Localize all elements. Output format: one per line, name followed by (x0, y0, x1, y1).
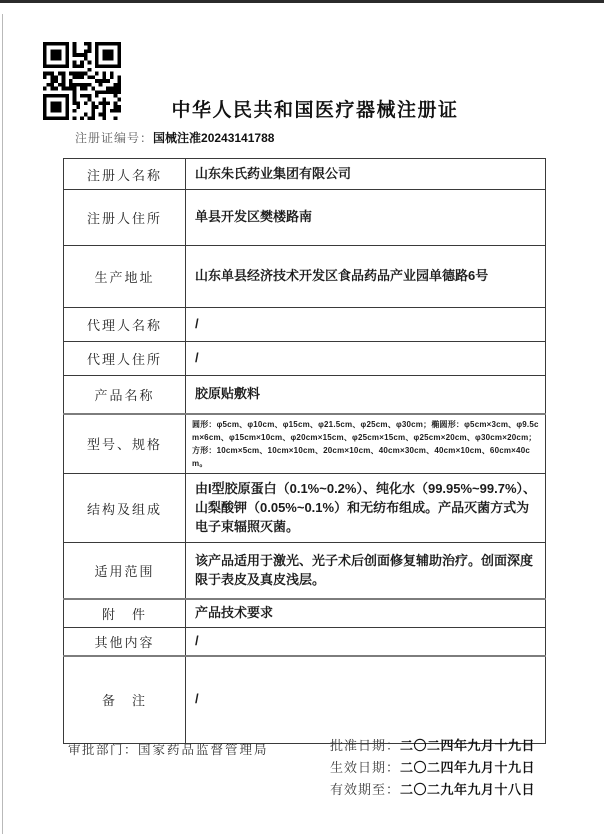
certificate-table (63, 158, 546, 744)
row-value: 单县开发区樊楼路南 (186, 190, 546, 246)
approval-date (330, 735, 535, 757)
row-value: / (186, 342, 546, 376)
row-label: 产品名称 (64, 376, 186, 414)
row-model-specifications (64, 414, 546, 474)
row-label: 备 注 (64, 656, 186, 743)
row-other-content (64, 628, 546, 656)
row-value: 胶原贴敷料 (186, 376, 546, 414)
row-agent-address (64, 342, 546, 376)
effective-date-value: 二〇二四年九月十九日 (400, 760, 536, 775)
row-value: 山东朱氏药业集团有限公司 (186, 159, 546, 190)
row-label: 附 件 (64, 599, 186, 628)
row-agent-name (64, 308, 546, 342)
row-value: 山东单县经济技术开发区食品药品产业园单德路6号 (186, 246, 546, 308)
approval-department-label: 审批部门： (68, 743, 139, 757)
row-label: 生产地址 (64, 246, 186, 308)
registration-number (75, 129, 274, 146)
certificate-title: 中华人民共和国医疗器械注册证 (171, 100, 459, 121)
expiry-date-value: 二〇二九年九月十八日 (400, 782, 536, 797)
expiry-date-label: 有效期至： (330, 782, 401, 797)
row-remarks (64, 656, 546, 743)
row-label: 注册人名称 (64, 159, 186, 190)
registration-number-label: 注册证编号： (75, 131, 154, 145)
row-value: 由I型胶原蛋白（0.1%~0.2%）、纯化水（99.95%~99.7%）、山梨酸钾（0.05%~0.1%）和无纺布组成。产品灭菌方式为电子束辐照灭菌。 (186, 474, 546, 543)
row-production-address (64, 246, 546, 308)
row-label: 代理人名称 (64, 308, 186, 342)
approval-date-value: 二〇二四年九月十九日 (400, 738, 536, 753)
registration-number-value: 国械注准20243141788 (153, 131, 275, 145)
row-registrant-name (64, 159, 546, 190)
row-label: 其他内容 (64, 628, 186, 656)
row-label: 结构及组成 (64, 474, 186, 543)
row-value: / (186, 628, 546, 656)
row-label: 代理人住所 (64, 342, 186, 376)
row-label: 注册人住所 (64, 190, 186, 246)
row-attachment (64, 599, 546, 628)
row-value: / (186, 656, 546, 743)
row-structure-composition (64, 474, 546, 543)
approval-department (68, 740, 269, 758)
effective-date (330, 757, 535, 779)
row-value: 产品技术要求 (186, 599, 546, 628)
approval-date-label: 批准日期： (330, 738, 401, 753)
row-registrant-address (64, 190, 546, 246)
expiry-date (330, 779, 535, 801)
row-value: 圆形：φ5cm、φ10cm、φ15cm、φ21.5cm、φ25cm、φ30cm；椭圆形：φ5cm×3cm、φ9.5cm×6cm、φ15cm×10cm、φ20cm×15cm、φ25cm×15cm、φ25cm×20cm、φ30cm×20cm；方形：10cm×5cm、10cm×10cm、20cm×10cm、40cm×30cm、40cm×10cm、60cm×40cm。 (186, 414, 546, 474)
row-label: 适用范围 (64, 543, 186, 599)
date-block (330, 735, 535, 801)
row-label: 型号、规格 (64, 414, 186, 474)
row-product-name (64, 376, 546, 414)
row-scope-of-application (64, 543, 546, 599)
top-border-line (0, 0, 604, 3)
row-value: / (186, 308, 546, 342)
page-edge-line (2, 14, 3, 834)
approval-department-value: 国家药品监督管理局 (138, 743, 269, 757)
effective-date-label: 生效日期： (330, 760, 401, 775)
row-value: 该产品适用于激光、光子术后创面修复辅助治疗。创面深度限于表皮及真皮浅层。 (186, 543, 546, 599)
